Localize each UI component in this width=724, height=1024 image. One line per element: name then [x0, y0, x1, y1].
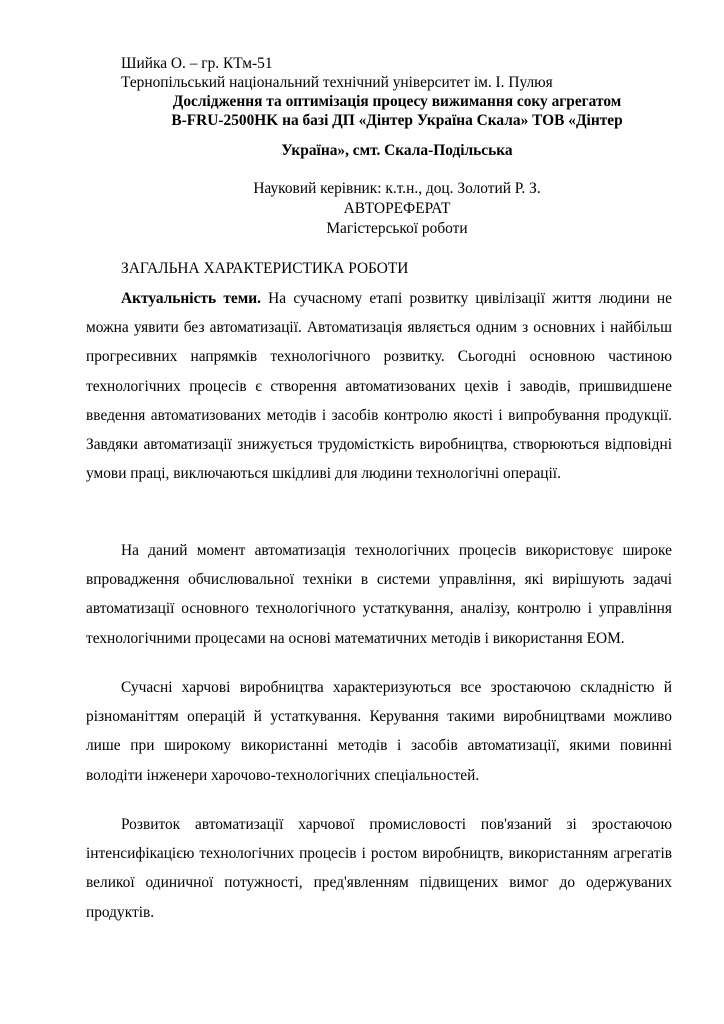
university-line: Тернопільський національний технічний університет ім. І. Пулюя — [121, 74, 553, 91]
title-line-2: B-FRU-2500HK на базі ДП «Дінтер Україна Скала» ТОВ «Дінтер — [171, 112, 623, 129]
title-line-3: Україна», смт. Скала-Подільська — [281, 142, 513, 159]
supervisor-line: Науковий керівник: к.т.н., доц. Золотий Р. З. — [253, 180, 541, 197]
document-subtype: Магістерської роботи — [326, 220, 468, 237]
document-type: АВТОРЕФЕРАТ — [343, 200, 451, 217]
paragraph-text: На сучасному етапі розвитку цивілізації життя людини не можна уявити без автоматизації. Автоматизація являється одним з основних і найбільш прогресивних напрямків технологічного розвитку. Сьогодні основною частиною технологічних процесів є створення автоматизованих цехів і заводів, пришвидшене введення автоматизованих методів і засобів контролю якості і випробування продукції. Завдяки автоматизації знижується трудомісткість виробництва, створюються відповідні умови праці, виключаються шкідливі для людини технологічні операції. — [86, 290, 672, 483]
section-heading: ЗАГАЛЬНА ХАРАКТЕРИСТИКА РОБОТИ — [121, 260, 409, 277]
paragraph-2: На даний момент автоматизація технологічних процесів використовує широке впровадження обчислювальної техніки в системи управління, які вирішують задачі автоматизації основного технологічного устаткування, аналізу, контролю і управління технологічними процесами на основі математичних методів і використання ЕОМ. — [86, 542, 672, 647]
paragraph-relevance — [86, 284, 672, 488]
paragraph-4: Розвиток автоматизації харчової промисловості пов'язаний зі зростаючою інтенсифікацією технологічних процесів і ростом виробництв, використанням агрегатів великої одиничної потужності, пред'явленням підвищених вимог до одержуваних продуктів. — [86, 816, 672, 921]
author-line: Шийка О. – гр. КТм-51 — [121, 55, 273, 72]
paragraph-3: Сучасні харчові виробництва характеризуються все зростаючою складністю й різноманіттям операцій й устаткування. Керування такими виробництвами можливо лише при широкому використанні методів і засобів автоматизації, якими повинні володіти інженери харочово-технологічних спеціальностей. — [86, 679, 672, 784]
title-line-1: Дослідження та оптимізація процесу вижимання соку агрегатом — [172, 93, 622, 110]
paragraph-lead: Актуальність теми. — [121, 290, 261, 307]
